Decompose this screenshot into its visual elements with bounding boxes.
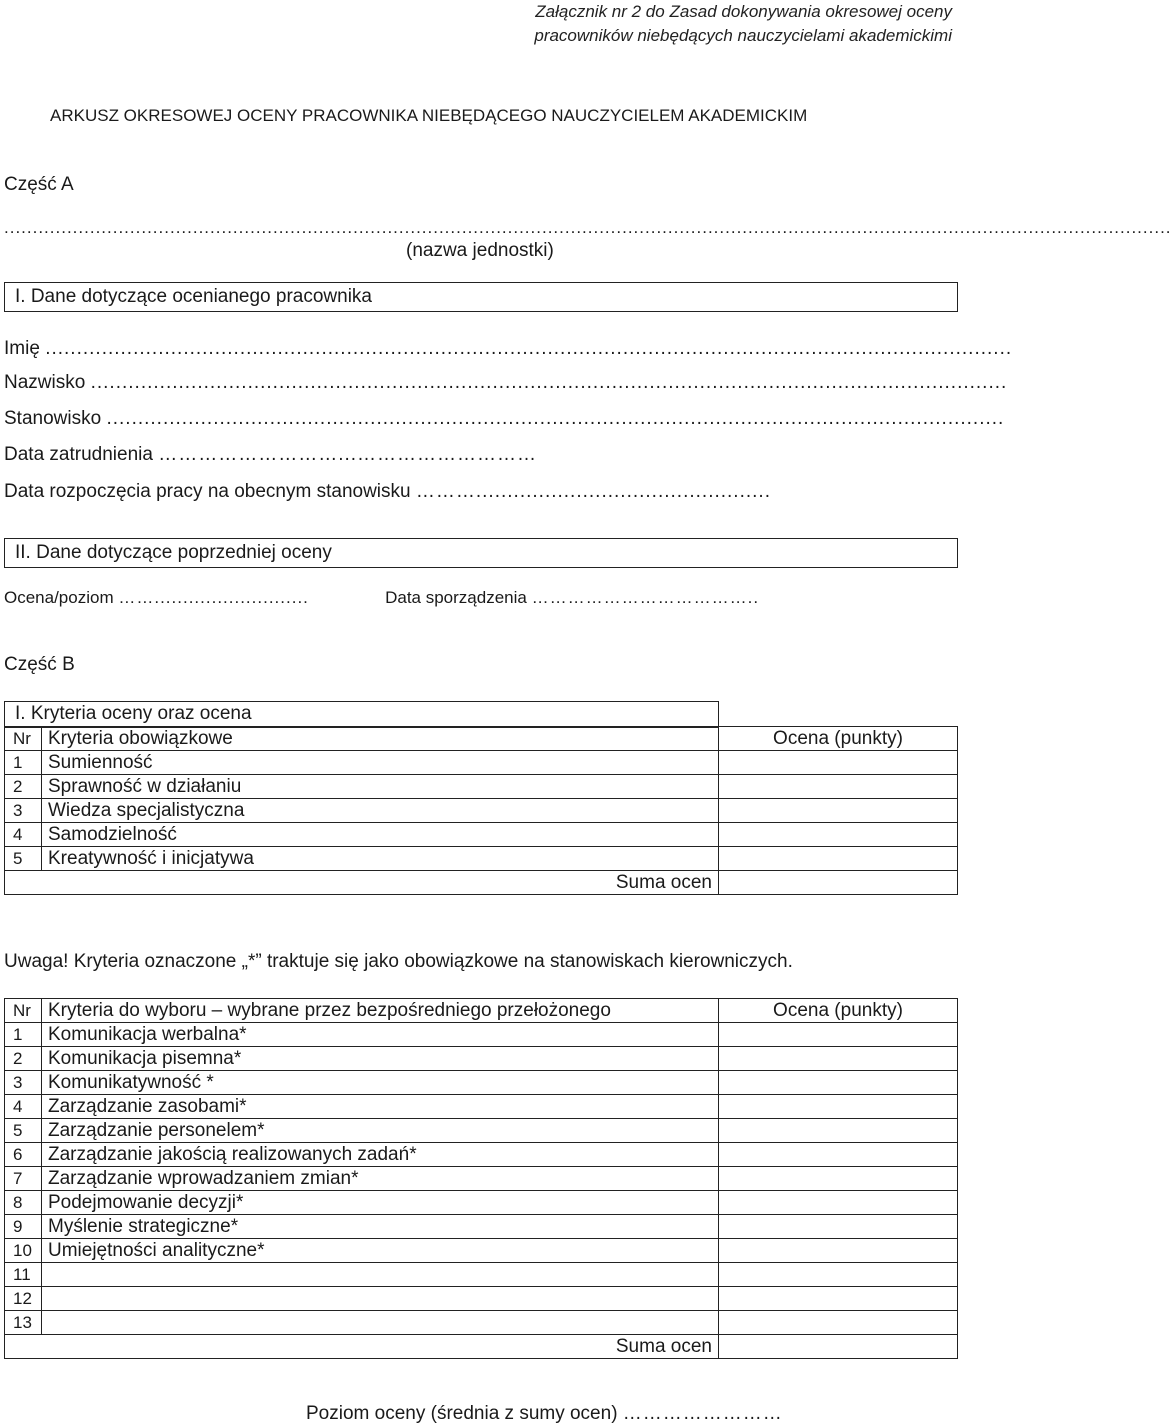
prepared-date-label: Data sporządzenia — [385, 588, 527, 607]
criterion-label: Komunikacja werbalna* — [42, 1023, 719, 1047]
employment-date-label: Data zatrudnienia — [4, 444, 153, 465]
unit-name-caption: (nazwa jednostki) — [406, 240, 554, 261]
criterion-input[interactable] — [42, 1287, 719, 1311]
criterion-label: Myślenie strategiczne* — [42, 1215, 719, 1239]
prepared-date-field[interactable]: ……………………………….. — [531, 588, 760, 607]
previous-rating-field[interactable]: ……........................... — [118, 588, 309, 607]
criterion-label: Wiedza specjalistyczna — [42, 799, 719, 823]
nr-header: Nr — [5, 727, 42, 751]
row-number: 4 — [5, 823, 42, 847]
first-name-field[interactable]: .......................................................................................................................................................... — [45, 338, 1013, 359]
table-row — [5, 1311, 958, 1335]
table-row — [5, 1023, 958, 1047]
score-cell[interactable] — [719, 1047, 958, 1071]
previous-rating-label: Ocena/poziom — [4, 588, 114, 607]
criterion-input[interactable] — [42, 1311, 719, 1335]
table-row — [5, 1047, 958, 1071]
criterion-label: Zarządzanie personelem* — [42, 1119, 719, 1143]
criterion-label: Samodzielność — [42, 823, 719, 847]
annex-line-1: Załącznik nr 2 do Zasad dokonywania okresowej oceny — [535, 2, 952, 21]
table-row — [5, 799, 958, 823]
score-cell[interactable] — [719, 1095, 958, 1119]
final-rating-field[interactable]: …………………… — [622, 1403, 783, 1424]
row-number: 5 — [5, 847, 42, 871]
criteria-table-title-box — [4, 701, 719, 728]
row-number: 1 — [5, 751, 42, 775]
score-cell[interactable] — [719, 1119, 958, 1143]
row-number: 5 — [5, 1119, 42, 1143]
score-cell[interactable] — [719, 1215, 958, 1239]
criteria-table-title: I. Kryteria oceny oraz ocena — [15, 703, 252, 724]
score-cell[interactable] — [719, 1167, 958, 1191]
table-row — [5, 1263, 958, 1287]
table-row — [5, 1167, 958, 1191]
row-number: 11 — [5, 1263, 42, 1287]
row-number: 9 — [5, 1215, 42, 1239]
sum-row — [5, 871, 958, 895]
sum-score-cell[interactable] — [719, 1335, 958, 1359]
criterion-input[interactable] — [42, 1263, 719, 1287]
table-row — [5, 1143, 958, 1167]
part-a-label: Część A — [4, 174, 74, 195]
score-cell[interactable] — [719, 1239, 958, 1263]
score-cell[interactable] — [719, 775, 958, 799]
annex-header — [534, 0, 952, 48]
criterion-label: Zarządzanie jakością realizowanych zadań* — [42, 1143, 719, 1167]
criterion-label: Sumienność — [42, 751, 719, 775]
first-name-row — [4, 338, 1013, 360]
criteria-header: Kryteria obowiązkowe — [42, 727, 719, 751]
final-rating-label: Poziom oceny (średnia z sumy ocen) — [306, 1403, 618, 1424]
table-row — [5, 1095, 958, 1119]
row-number: 13 — [5, 1311, 42, 1335]
score-header: Ocena (punkty) — [719, 727, 958, 751]
nr-header: Nr — [5, 999, 42, 1023]
score-cell[interactable] — [719, 1071, 958, 1095]
score-cell[interactable] — [719, 751, 958, 775]
first-name-label: Imię — [4, 338, 40, 359]
last-name-row — [4, 372, 1008, 394]
criterion-label: Podejmowanie decyzji* — [42, 1191, 719, 1215]
score-cell[interactable] — [719, 1023, 958, 1047]
row-number: 3 — [5, 799, 42, 823]
score-cell[interactable] — [719, 1287, 958, 1311]
criterion-label: Komunikacja pisemna* — [42, 1047, 719, 1071]
last-name-field[interactable]: .................................................................................................................................................. — [90, 372, 1008, 393]
sum-nr-cell — [5, 871, 42, 895]
sum-score-cell[interactable] — [719, 871, 958, 895]
criterion-label: Umiejętności analityczne* — [42, 1239, 719, 1263]
position-field[interactable]: ............................................................................................................................................... — [106, 408, 1005, 429]
criterion-label: Komunikatywność * — [42, 1071, 719, 1095]
table-row — [5, 1239, 958, 1263]
score-cell[interactable] — [719, 1143, 958, 1167]
sum-nr-cell — [5, 1335, 42, 1359]
employment-date-field[interactable]: ………………………...……………………… — [158, 444, 538, 465]
position-start-date-field[interactable]: ………............................................... — [415, 481, 771, 502]
section-2-header — [4, 538, 958, 568]
row-number: 7 — [5, 1167, 42, 1191]
table-row — [5, 1287, 958, 1311]
score-header: Ocena (punkty) — [719, 999, 958, 1023]
row-number: 4 — [5, 1095, 42, 1119]
section-1-title: I. Dane dotyczące ocenianego pracownika — [15, 286, 373, 307]
position-row — [4, 408, 1005, 430]
table-row — [5, 1191, 958, 1215]
row-number: 1 — [5, 1023, 42, 1047]
table-row — [5, 751, 958, 775]
row-number: 6 — [5, 1143, 42, 1167]
mandatory-criteria-table — [4, 726, 958, 895]
row-number: 2 — [5, 775, 42, 799]
table-row — [5, 1071, 958, 1095]
score-cell[interactable] — [719, 823, 958, 847]
table-header-row — [5, 727, 958, 751]
table-row — [5, 1119, 958, 1143]
previous-rating-row — [4, 588, 954, 608]
optional-criteria-table — [4, 998, 958, 1359]
score-cell[interactable] — [719, 847, 958, 871]
row-number: 10 — [5, 1239, 42, 1263]
score-cell[interactable] — [719, 1191, 958, 1215]
part-b-label: Część B — [4, 654, 75, 675]
sum-label: Suma ocen — [42, 1335, 719, 1359]
position-start-date-label: Data rozpoczęcia pracy na obecnym stanowisku — [4, 481, 411, 502]
final-rating-row — [306, 1403, 956, 1425]
score-cell[interactable] — [719, 799, 958, 823]
row-number: 3 — [5, 1071, 42, 1095]
asterisk-note: Uwaga! Kryteria oznaczone „*” traktuje się jako obowiązkowe na stanowiskach kierowniczych. — [4, 951, 793, 972]
section-2-title: II. Dane dotyczące poprzedniej oceny — [15, 542, 332, 563]
criterion-label: Kreatywność i inicjatywa — [42, 847, 719, 871]
table-row — [5, 775, 958, 799]
position-label: Stanowisko — [4, 408, 102, 429]
row-number: 12 — [5, 1287, 42, 1311]
position-start-date-row — [4, 481, 954, 503]
score-cell[interactable] — [719, 1311, 958, 1335]
criterion-label: Sprawność w działaniu — [42, 775, 719, 799]
unit-name-field[interactable]: ............................................................................................................................................................................................................ — [4, 218, 1172, 237]
sum-row — [5, 1335, 958, 1359]
annex-line-2: pracowników niebędących nauczycielami akademickimi — [534, 26, 952, 45]
table-header-row — [5, 999, 958, 1023]
page-title: ARKUSZ OKRESOWEJ OCENY PRACOWNIKA NIEBĘDĄCEGO NAUCZYCIELEM AKADEMICKIM — [50, 106, 808, 125]
criteria-header: Kryteria do wyboru – wybrane przez bezpośredniego przełożonego — [42, 999, 719, 1023]
last-name-label: Nazwisko — [4, 372, 86, 393]
criterion-label: Zarządzanie zasobami* — [42, 1095, 719, 1119]
score-cell[interactable] — [719, 1263, 958, 1287]
criterion-label: Zarządzanie wprowadzaniem zmian* — [42, 1167, 719, 1191]
section-1-header — [4, 282, 958, 312]
employment-date-row — [4, 444, 954, 466]
table-row — [5, 823, 958, 847]
row-number: 2 — [5, 1047, 42, 1071]
sum-label: Suma ocen — [42, 871, 719, 895]
row-number: 8 — [5, 1191, 42, 1215]
table-row — [5, 1215, 958, 1239]
table-row — [5, 847, 958, 871]
